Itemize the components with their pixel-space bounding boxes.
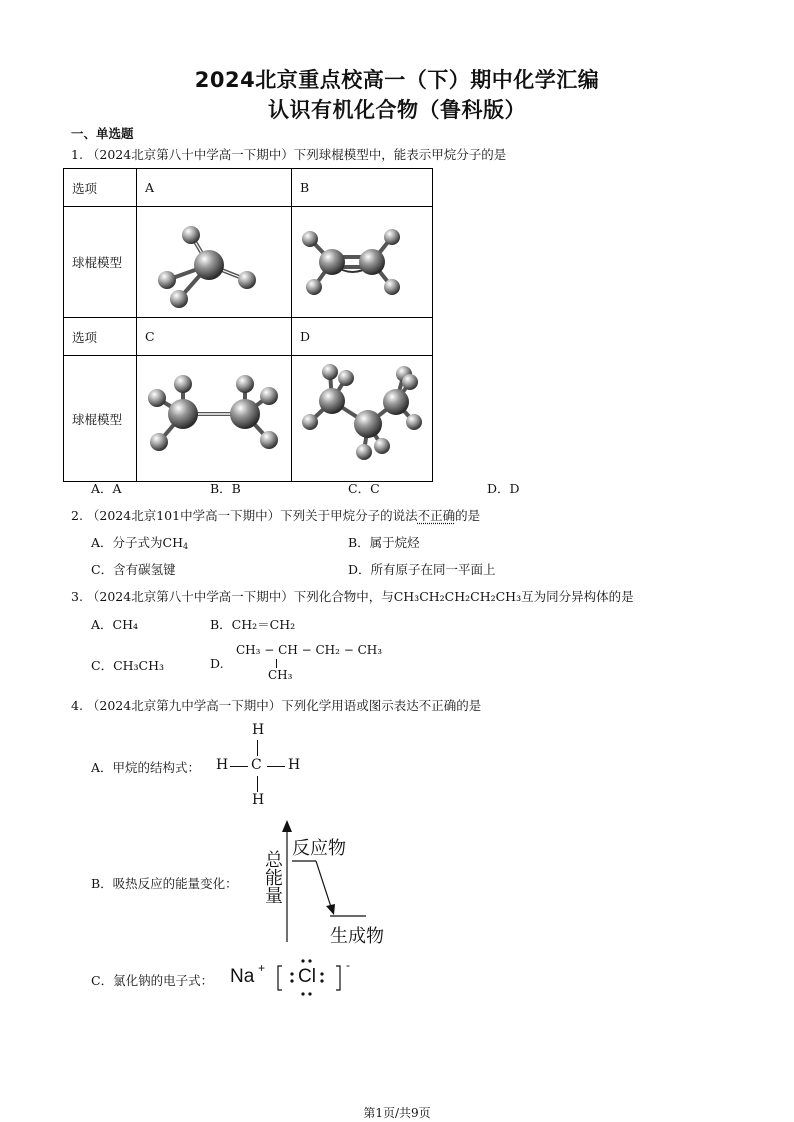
anion-symbol: Cl — [298, 966, 316, 987]
arrow-down-icon — [326, 904, 335, 915]
page-number: 第1页/共9页 — [363, 1106, 431, 1120]
q3-choice-a: A．CH₄ — [91, 617, 139, 632]
q3-choice-c: C．CH₃CH₃ — [91, 658, 165, 673]
energy-axis-label: 总能量 — [262, 850, 283, 904]
ball-stick-model-c — [137, 356, 283, 478]
cation-symbol: Na — [230, 966, 255, 987]
bond-top — [257, 740, 258, 756]
bond-left — [230, 766, 248, 767]
table-row-label: 球棍模型 — [64, 207, 137, 318]
q1-choice-b: B．B — [210, 481, 241, 496]
q2-choice-c: C．含有碳氢键 — [91, 562, 176, 577]
model-a-cell — [137, 207, 292, 318]
ball-stick-model-b — [292, 207, 424, 314]
question-2-stem: 2. （2024北京101中学高一下期中）下列关于甲烷分子的说法不正确的是 — [71, 508, 481, 523]
model-b-cell — [292, 207, 433, 318]
q3-choice-d-formula: CH₃ − CH − CH₂ − CH₃ — [236, 643, 383, 657]
energy-diagram — [250, 818, 410, 948]
ball-stick-model-a — [137, 207, 283, 314]
atom-h-top: H — [252, 722, 265, 738]
atom-h-right: H — [288, 757, 301, 773]
section-heading: 一、单选题 — [71, 126, 134, 141]
q1-choice-a: A．A — [91, 481, 122, 496]
bond-bottom — [257, 776, 258, 792]
table-col-b: B — [292, 169, 433, 207]
table-header-label-2: 选项 — [64, 318, 137, 356]
table-col-a: A — [137, 169, 292, 207]
cation-charge: + — [258, 961, 266, 975]
anion-charge: - — [346, 958, 350, 972]
nacl-electron-formula — [228, 956, 368, 998]
atom-h-left: H — [216, 757, 229, 773]
q3-choice-d-branch: CH₃ — [268, 668, 293, 682]
q4-choice-b-label: B．吸热反应的能量变化： — [91, 876, 238, 891]
q2-choice-b: B．属于烷烃 — [348, 535, 420, 550]
model-d-cell — [292, 356, 433, 482]
model-c-cell — [137, 356, 292, 482]
q1-choice-c: C．C — [348, 481, 380, 496]
arrow-up-icon — [282, 820, 292, 832]
table-header-label: 选项 — [64, 169, 137, 207]
q2-choice-a: A．分子式为$CH_4$ — [91, 535, 189, 551]
options-table — [63, 168, 433, 482]
q4-choice-a-label: A．甲烷的结构式： — [91, 760, 201, 775]
question-4-stem: 4. （2024北京第九中学高一下期中）下列化学用语或图示表达不正确的是 — [71, 698, 482, 713]
atom-h-bottom: H — [252, 792, 265, 808]
ball-stick-model-d — [292, 356, 424, 478]
q1-choice-d: D．D — [487, 481, 520, 496]
q2-choice-d: D．所有原子在同一平面上 — [348, 562, 496, 577]
methane-structural-formula — [210, 722, 310, 810]
product-label: 生成物 — [330, 926, 384, 947]
table-col-d: D — [292, 318, 433, 356]
atom-c-center: C — [251, 757, 262, 773]
reactant-label: 反应物 — [292, 838, 346, 859]
table-col-c: C — [137, 318, 292, 356]
q3-choice-b: B．CH₂＝CH₂ — [210, 617, 296, 632]
q3-choice-d-label: D. — [210, 656, 224, 671]
bond-right — [267, 766, 285, 767]
page-title: 2024北京重点校高一（下）期中化学汇编 — [194, 68, 600, 92]
emphasis-not-correct: 不正确 — [417, 508, 456, 523]
branch-bond — [276, 659, 277, 668]
q4-choice-c-label: C．氯化钠的电子式： — [91, 973, 214, 988]
question-1-stem: 1. （2024北京第八十中学高一下期中）下列球棍模型中，能表示甲烷分子的是 — [71, 147, 507, 162]
question-3-stem: 3. （2024北京第八十中学高一下期中）下列化合物中，与CH₃CH₂CH₂CH₂CH₃互为同分异构体的是 — [71, 589, 634, 604]
table-row-label-2: 球棍模型 — [64, 356, 137, 482]
page-subtitle: 认识有机化合物（鲁科版） — [268, 98, 526, 122]
